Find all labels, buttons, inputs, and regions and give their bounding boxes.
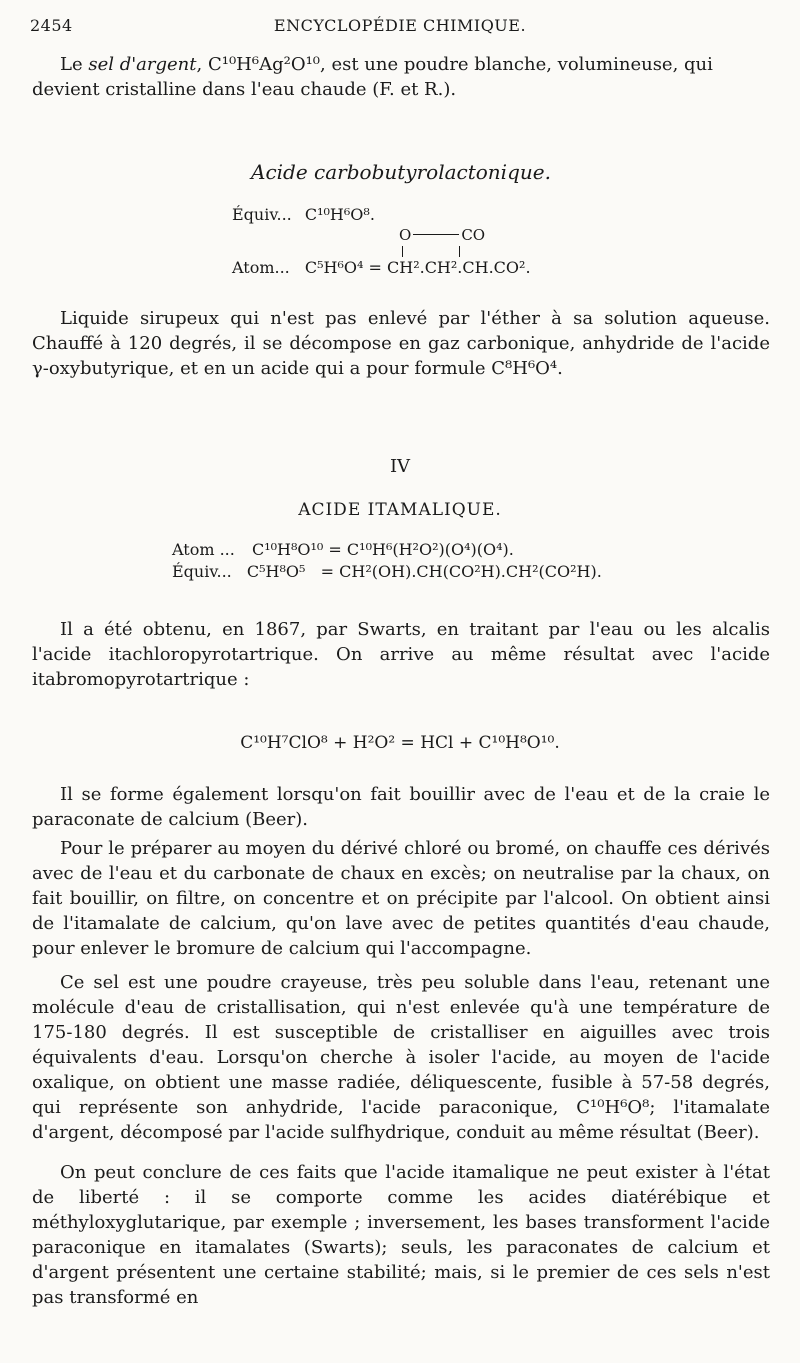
acid1-equiv-label: Équiv... bbox=[232, 205, 292, 224]
acid1-description: Liquide sirupeux qui n'est pas enlevé par l'éther à sa solution aqueuse. Chauffé à 120 degrés, il se décompose en gaz carbonique, anhydride de l'acide γ-oxybutyrique, et en un acide qui a pour formule C⁸H⁶O⁴. bbox=[32, 308, 770, 379]
acid2-equiv-formula: C⁵H⁸O⁵ = CH²(OH).CH(CO²H).CH²(CO²H). bbox=[246, 562, 602, 581]
ring-bond bbox=[413, 234, 459, 235]
acid2-salt-paragraph: Ce sel est une poudre crayeuse, très peu soluble dans l'eau, retenant une molécule d'eau de cristallisation, qui n'est enlevée qu'à une température de 175-180 degrés. Il est susceptible de cristalliser en aiguilles avec trois équivalents d'eau. Lorsqu'on cherche à isoler l'acide, au moyen de l'acide oxalique, on obtient une masse radiée, déliquescente, fusible à 57-58 degrés, qui représente son anhydride, l'acide paraconique, C¹⁰H⁶O⁸; l'itamalate d'argent, décomposé par l'acide sulfhydrique, conduit au même résultat (Beer). bbox=[32, 972, 770, 1143]
intro-line-two: devient cristalline dans l'eau chaude (F. et R.). bbox=[32, 79, 457, 100]
running-title: ENCYCLOPÉDIE CHIMIQUE. bbox=[273, 16, 527, 35]
acid2-atom-line bbox=[172, 540, 514, 559]
acid1-title: Acide carbobutyrolactonique. bbox=[251, 160, 551, 184]
page-number: 2454 bbox=[30, 16, 73, 35]
acid2-equation: C¹⁰H⁷ClO⁸ + H²O² = HCl + C¹⁰H⁸O¹⁰. bbox=[240, 733, 560, 753]
ring-bond-right bbox=[459, 246, 460, 257]
section-title: ACIDE ITAMALIQUE. bbox=[298, 500, 502, 520]
acid2-origin-paragraph: Il a été obtenu, en 1867, par Swarts, en traitant par l'eau ou les alcalis l'acide itachloropyrotartrique. On arrive au même résultat avec l'acide itabromopyrotartrique : bbox=[32, 619, 770, 690]
acid2-equiv-line bbox=[172, 562, 602, 581]
ring-carbonyl: CO bbox=[461, 226, 486, 244]
acid2-conclusion-paragraph: On peut conclure de ces faits que l'acide itamalique ne peut exister à l'état de liberté : il se comporte comme les acides diatérébique et méthyloxyglutarique, par exemple ; inversement, les bases transforment l'acide paraconique en itamalates (Swarts); seuls, les paraconates de calcium et d'argent présentent une certaine stabilité; mais, si le premier de ces sels n'est pas transformé en bbox=[32, 1162, 770, 1308]
acid1-equiv-formula: C¹⁰H⁶O⁸. bbox=[304, 205, 375, 224]
acid2-atom-label: Atom ... bbox=[172, 540, 235, 559]
page-header bbox=[30, 16, 770, 42]
acid1-atom-formula: C⁵H⁶O⁴ = CH².CH².CH.CO². bbox=[304, 258, 531, 277]
acid1-equiv-line bbox=[232, 205, 375, 224]
acid2-equiv-label: Équiv... bbox=[172, 562, 232, 581]
intro-text-start: Le bbox=[60, 54, 89, 75]
intro-text-rest: , C¹⁰H⁶Ag²O¹⁰, est une poudre blanche, volumineuse, qui bbox=[196, 54, 713, 75]
intro-paragraph bbox=[32, 52, 770, 102]
acid2-formation-paragraph: Il se forme également lorsqu'on fait bouillir avec de l'eau et de la craie le paraconate de calcium (Beer). bbox=[32, 784, 770, 830]
acid1-lactone-ring bbox=[399, 226, 485, 244]
acid2-atom-formula: C¹⁰H⁸O¹⁰ = C¹⁰H⁶(H²O²)(O⁴)(O⁴). bbox=[251, 540, 514, 559]
acid1-atom-line bbox=[232, 258, 531, 277]
section-number: IV bbox=[389, 456, 411, 477]
ring-bond-left bbox=[402, 246, 403, 257]
acid2-preparation-paragraph: Pour le préparer au moyen du dérivé chloré ou bromé, on chauffe ces dérivés avec de l'eau et du carbonate de chaux en excès; on neutralise par la chaux, on fait bouillir, on filtre, on concentre et on précipite par l'alcool. On obtient ainsi de l'itamalate de calcium, qu'on lave avec de petites quantités d'eau chaude, pour enlever le bromure de calcium qui l'accompagne. bbox=[32, 838, 770, 959]
intro-italic-term: sel d'argent bbox=[88, 54, 197, 75]
acid1-atom-label: Atom... bbox=[232, 258, 290, 277]
ring-oxygen: O bbox=[399, 226, 412, 244]
